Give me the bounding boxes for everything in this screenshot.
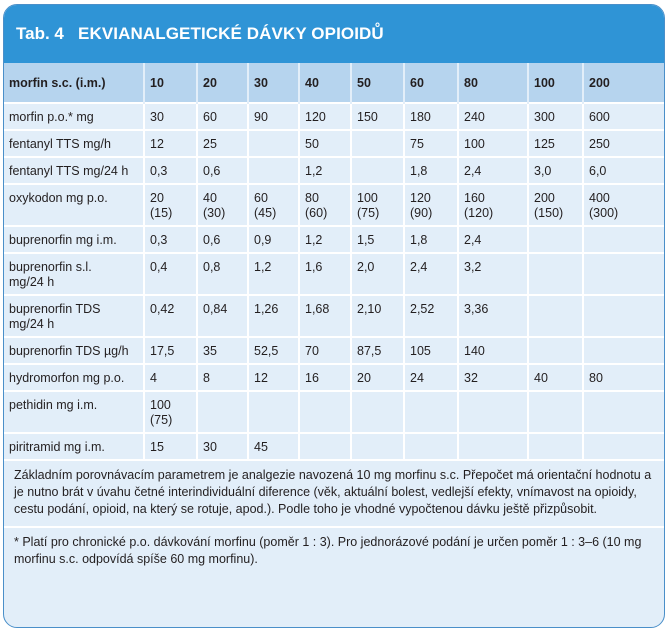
table-cell: 0,4 <box>144 253 197 295</box>
table-row <box>4 337 664 364</box>
column-header-dose: 200 <box>583 63 664 103</box>
table-cell <box>458 433 528 459</box>
table-cell: 40 <box>528 364 583 391</box>
table-row <box>4 433 664 459</box>
table-cell: 600 <box>583 103 664 130</box>
note-footnote: * Platí pro chronické p.o. dávkování morfinu (poměr 1 : 3). Pro jednorázové podání je určen poměr 1 : 3–6 (10 mg morfinu s.c. odpovídá spíše 60 mg morfinu). <box>4 526 664 568</box>
table-cell: 6,0 <box>583 157 664 184</box>
table-cell <box>248 157 299 184</box>
table-cell: 1,2 <box>299 157 351 184</box>
table-cell: 0,6 <box>197 157 248 184</box>
notes <box>4 459 664 568</box>
table-cell: 0,84 <box>197 295 248 337</box>
dose-table <box>4 63 664 459</box>
table-cell: 50 <box>299 130 351 157</box>
table-cell: 100 (75) <box>351 184 404 226</box>
table-cell <box>528 391 583 433</box>
table-cell: 90 <box>248 103 299 130</box>
table-cell <box>583 226 664 253</box>
column-header-dose: 40 <box>299 63 351 103</box>
table-cell: 2,4 <box>404 253 458 295</box>
table-cell <box>248 130 299 157</box>
header-row <box>4 63 664 103</box>
table-cell: 45 <box>248 433 299 459</box>
table-cell <box>404 391 458 433</box>
table-cell: 1,5 <box>351 226 404 253</box>
table-cell: 0,6 <box>197 226 248 253</box>
column-header-dose: 30 <box>248 63 299 103</box>
table-cell: 1,6 <box>299 253 351 295</box>
column-header-dose: 60 <box>404 63 458 103</box>
row-label: hydromorfon mg p.o. <box>4 364 144 391</box>
table-cell: 2,4 <box>458 157 528 184</box>
table-cell: 100 <box>458 130 528 157</box>
table-row <box>4 184 664 226</box>
column-header-dose: 80 <box>458 63 528 103</box>
table-cell: 200 (150) <box>528 184 583 226</box>
row-label: piritramid mg i.m. <box>4 433 144 459</box>
table-row <box>4 364 664 391</box>
table-cell: 80 (60) <box>299 184 351 226</box>
table-row <box>4 253 664 295</box>
table-cell: 30 <box>197 433 248 459</box>
table-cell: 2,4 <box>458 226 528 253</box>
table-cell: 20 (15) <box>144 184 197 226</box>
table-cell <box>528 337 583 364</box>
table-cell: 1,68 <box>299 295 351 337</box>
table-cell <box>528 433 583 459</box>
table-row <box>4 157 664 184</box>
table-cell: 2,0 <box>351 253 404 295</box>
table-cell: 32 <box>458 364 528 391</box>
table-cell: 1,2 <box>248 253 299 295</box>
table-cell: 75 <box>404 130 458 157</box>
table-cell: 140 <box>458 337 528 364</box>
table-cell: 15 <box>144 433 197 459</box>
row-label: buprenorfin s.l. mg/24 h <box>4 253 144 295</box>
table-cell: 1,26 <box>248 295 299 337</box>
table-cell: 52,5 <box>248 337 299 364</box>
row-label: fentanyl TTS mg/h <box>4 130 144 157</box>
row-label: pethidin mg i.m. <box>4 391 144 433</box>
table-title-bar <box>4 5 664 63</box>
table-cell: 400 (300) <box>583 184 664 226</box>
table-row <box>4 226 664 253</box>
table-cell <box>351 433 404 459</box>
table-cell <box>528 253 583 295</box>
table-cell: 60 (45) <box>248 184 299 226</box>
note-main: Základním porovnávacím parametrem je analgezie navozená 10 mg morfinu s.c. Přepočet má orientační hodnotu a je nutno brát v úvahu četné interindividuální diference (věk, aktuální bolest, vedlejší efekty, vnímavost na opioidy, cestu podání, opioid, na který se rotuje, apod.). Podle toho je vhodné vypočtenou dávku ještě přizpůsobit. <box>14 468 652 516</box>
table-cell: 3,2 <box>458 253 528 295</box>
row-label: morfin p.o.* mg <box>4 103 144 130</box>
table-row <box>4 295 664 337</box>
row-label: buprenorfin TDS mg/24 h <box>4 295 144 337</box>
table-cell <box>248 391 299 433</box>
table-cell: 16 <box>299 364 351 391</box>
table-cell: 300 <box>528 103 583 130</box>
table-cell: 8 <box>197 364 248 391</box>
table-cell: 3,0 <box>528 157 583 184</box>
column-header-dose: 10 <box>144 63 197 103</box>
table-cell: 100 (75) <box>144 391 197 433</box>
table-cell: 24 <box>404 364 458 391</box>
column-header-label: morfin s.c. (i.m.) <box>4 63 144 103</box>
table-cell: 150 <box>351 103 404 130</box>
table-cell: 1,8 <box>404 157 458 184</box>
table-row <box>4 391 664 433</box>
table-cell: 0,3 <box>144 157 197 184</box>
table-row <box>4 130 664 157</box>
table-cell: 2,52 <box>404 295 458 337</box>
row-label: buprenorfin TDS µg/h <box>4 337 144 364</box>
table-cell <box>458 391 528 433</box>
table-cell <box>299 433 351 459</box>
table-cell: 240 <box>458 103 528 130</box>
table-cell <box>528 226 583 253</box>
table-card <box>3 4 665 628</box>
table-cell <box>351 391 404 433</box>
table-cell <box>528 295 583 337</box>
table-cell: 12 <box>144 130 197 157</box>
table-cell <box>583 337 664 364</box>
table-cell: 160 (120) <box>458 184 528 226</box>
table-cell <box>583 295 664 337</box>
table-cell: 80 <box>583 364 664 391</box>
table-cell: 125 <box>528 130 583 157</box>
table-row <box>4 103 664 130</box>
table-cell <box>583 391 664 433</box>
table-cell <box>197 391 248 433</box>
table-number: Tab. 4 <box>16 24 64 43</box>
table-cell: 2,10 <box>351 295 404 337</box>
table-cell: 35 <box>197 337 248 364</box>
table-cell: 105 <box>404 337 458 364</box>
table-cell: 1,2 <box>299 226 351 253</box>
table-cell <box>351 157 404 184</box>
table-cell: 30 <box>144 103 197 130</box>
table-body <box>4 103 664 459</box>
table-cell: 17,5 <box>144 337 197 364</box>
table-cell: 20 <box>351 364 404 391</box>
table-cell <box>583 433 664 459</box>
table-cell: 25 <box>197 130 248 157</box>
column-header-dose: 100 <box>528 63 583 103</box>
column-header-dose: 20 <box>197 63 248 103</box>
table-cell: 0,9 <box>248 226 299 253</box>
table-cell: 1,8 <box>404 226 458 253</box>
table-cell: 12 <box>248 364 299 391</box>
table-cell: 0,3 <box>144 226 197 253</box>
table-cell: 0,42 <box>144 295 197 337</box>
table-title: EKVIANALGETICKÉ DÁVKY OPIOIDŮ <box>78 24 384 43</box>
table-cell <box>351 130 404 157</box>
table-cell <box>583 253 664 295</box>
row-label: buprenorfin mg i.m. <box>4 226 144 253</box>
table-cell <box>299 391 351 433</box>
table-cell: 3,36 <box>458 295 528 337</box>
table-cell: 70 <box>299 337 351 364</box>
table-cell <box>404 433 458 459</box>
table-cell: 60 <box>197 103 248 130</box>
table-cell: 0,8 <box>197 253 248 295</box>
table-cell: 87,5 <box>351 337 404 364</box>
table-cell: 180 <box>404 103 458 130</box>
row-label: fentanyl TTS mg/24 h <box>4 157 144 184</box>
column-header-dose: 50 <box>351 63 404 103</box>
table-cell: 4 <box>144 364 197 391</box>
table-cell: 250 <box>583 130 664 157</box>
table-cell: 40 (30) <box>197 184 248 226</box>
row-label: oxykodon mg p.o. <box>4 184 144 226</box>
table-cell: 120 <box>299 103 351 130</box>
table-cell: 120 (90) <box>404 184 458 226</box>
